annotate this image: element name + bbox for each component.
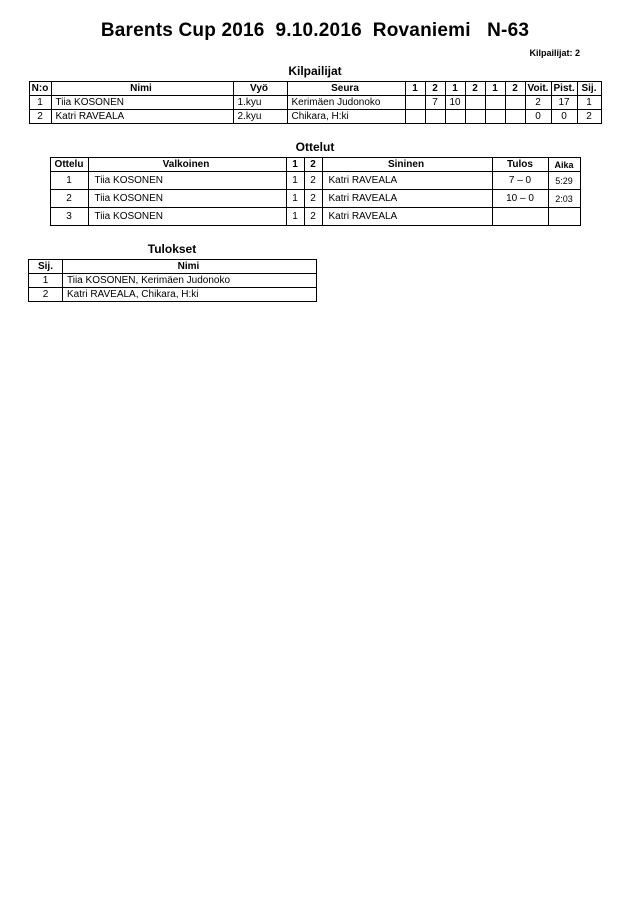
cell-m2: 7 — [425, 96, 445, 110]
cell-s1: 1 — [286, 208, 304, 226]
cell-s1: 1 — [286, 172, 304, 190]
cell-m4 — [465, 96, 485, 110]
cell-result: 10 – 0 — [492, 190, 548, 208]
cell-blue: Katri RAVEALA — [322, 190, 492, 208]
cell-blue: Katri RAVEALA — [322, 208, 492, 226]
cell-result-name: Tiia KOSONEN, Kerimäen Judonoko — [63, 274, 317, 288]
cell-time — [548, 208, 580, 226]
participants-count: Kilpailijat: 2 — [529, 48, 580, 58]
column-header-result-rank: Sij. — [29, 260, 63, 274]
column-header-rank: Sij. — [577, 82, 601, 96]
competitors-section-title: Kilpailijat — [288, 64, 342, 78]
cell-white: Tiia KOSONEN — [88, 190, 286, 208]
column-header-no: N:o — [29, 82, 51, 96]
cell-m3 — [445, 110, 465, 124]
column-header-m3: 1 — [445, 82, 465, 96]
cell-white: Tiia KOSONEN — [88, 172, 286, 190]
column-header-blue: Sininen — [322, 158, 492, 172]
cell-rank: 2 — [577, 110, 601, 124]
cell-time: 2:03 — [548, 190, 580, 208]
cell-wins: 0 — [525, 110, 551, 124]
cell-blue: Katri RAVEALA — [322, 172, 492, 190]
cell-m4 — [465, 110, 485, 124]
table-row — [50, 208, 580, 226]
cell-rank: 1 — [577, 96, 601, 110]
cell-m5 — [485, 96, 505, 110]
column-header-wins: Voit. — [525, 82, 551, 96]
document-page — [0, 20, 630, 911]
matches-section — [0, 140, 630, 226]
column-header-m4: 2 — [465, 82, 485, 96]
cell-points: 0 — [551, 110, 577, 124]
cell-m5 — [485, 110, 505, 124]
table-row — [50, 190, 580, 208]
column-header-m5: 1 — [485, 82, 505, 96]
table-row — [29, 110, 601, 124]
column-header-points: Pist. — [551, 82, 577, 96]
cell-result-name: Katri RAVEALA, Chikara, H:ki — [63, 288, 317, 302]
column-header-white: Valkoinen — [88, 158, 286, 172]
cell-m6 — [505, 110, 525, 124]
matches-table — [50, 157, 581, 226]
column-header-s2: 2 — [304, 158, 322, 172]
cell-result — [492, 208, 548, 226]
cell-points: 17 — [551, 96, 577, 110]
cell-no: 2 — [29, 110, 51, 124]
column-header-time: Aika — [548, 158, 580, 172]
cell-club: Kerimäen Judonoko — [287, 96, 405, 110]
cell-m6 — [505, 96, 525, 110]
cell-s2: 2 — [304, 172, 322, 190]
column-header-result-name: Nimi — [63, 260, 317, 274]
cell-match-no: 1 — [50, 172, 88, 190]
cell-m1 — [405, 96, 425, 110]
column-header-result: Tulos — [492, 158, 548, 172]
cell-name: Katri RAVEALA — [51, 110, 233, 124]
cell-result: 7 – 0 — [492, 172, 548, 190]
matches-section-title: Ottelut — [295, 140, 335, 154]
cell-match-no: 2 — [50, 190, 88, 208]
results-section-title: Tulokset — [147, 242, 197, 256]
table-row — [29, 288, 317, 302]
column-header-m1: 1 — [405, 82, 425, 96]
cell-white: Tiia KOSONEN — [88, 208, 286, 226]
cell-belt: 1.kyu — [233, 96, 287, 110]
cell-match-no: 3 — [50, 208, 88, 226]
column-header-belt: Vyö — [233, 82, 287, 96]
cell-wins: 2 — [525, 96, 551, 110]
table-header-row — [29, 260, 317, 274]
cell-m1 — [405, 110, 425, 124]
cell-s2: 2 — [304, 208, 322, 226]
cell-result-rank: 2 — [29, 288, 63, 302]
column-header-m6: 2 — [505, 82, 525, 96]
page-title: Barents Cup 2016 9.10.2016 Rovaniemi N-63 — [100, 20, 530, 41]
cell-s1: 1 — [286, 190, 304, 208]
table-row — [29, 96, 601, 110]
column-header-m2: 2 — [425, 82, 445, 96]
cell-time: 5:29 — [548, 172, 580, 190]
table-row — [50, 172, 580, 190]
cell-belt: 2.kyu — [233, 110, 287, 124]
column-header-s1: 1 — [286, 158, 304, 172]
column-header-club: Seura — [287, 82, 405, 96]
table-header-row — [50, 158, 580, 172]
cell-name: Tiia KOSONEN — [51, 96, 233, 110]
cell-club: Chikara, H:ki — [287, 110, 405, 124]
cell-no: 1 — [29, 96, 51, 110]
cell-m3: 10 — [445, 96, 465, 110]
table-row — [29, 274, 317, 288]
cell-m2 — [425, 110, 445, 124]
results-section — [0, 242, 630, 302]
results-table — [28, 259, 317, 302]
column-header-name: Nimi — [51, 82, 233, 96]
cell-s2: 2 — [304, 190, 322, 208]
table-header-row — [29, 82, 601, 96]
cell-result-rank: 1 — [29, 274, 63, 288]
competitors-table — [29, 81, 602, 124]
column-header-match-no: Ottelu — [50, 158, 88, 172]
